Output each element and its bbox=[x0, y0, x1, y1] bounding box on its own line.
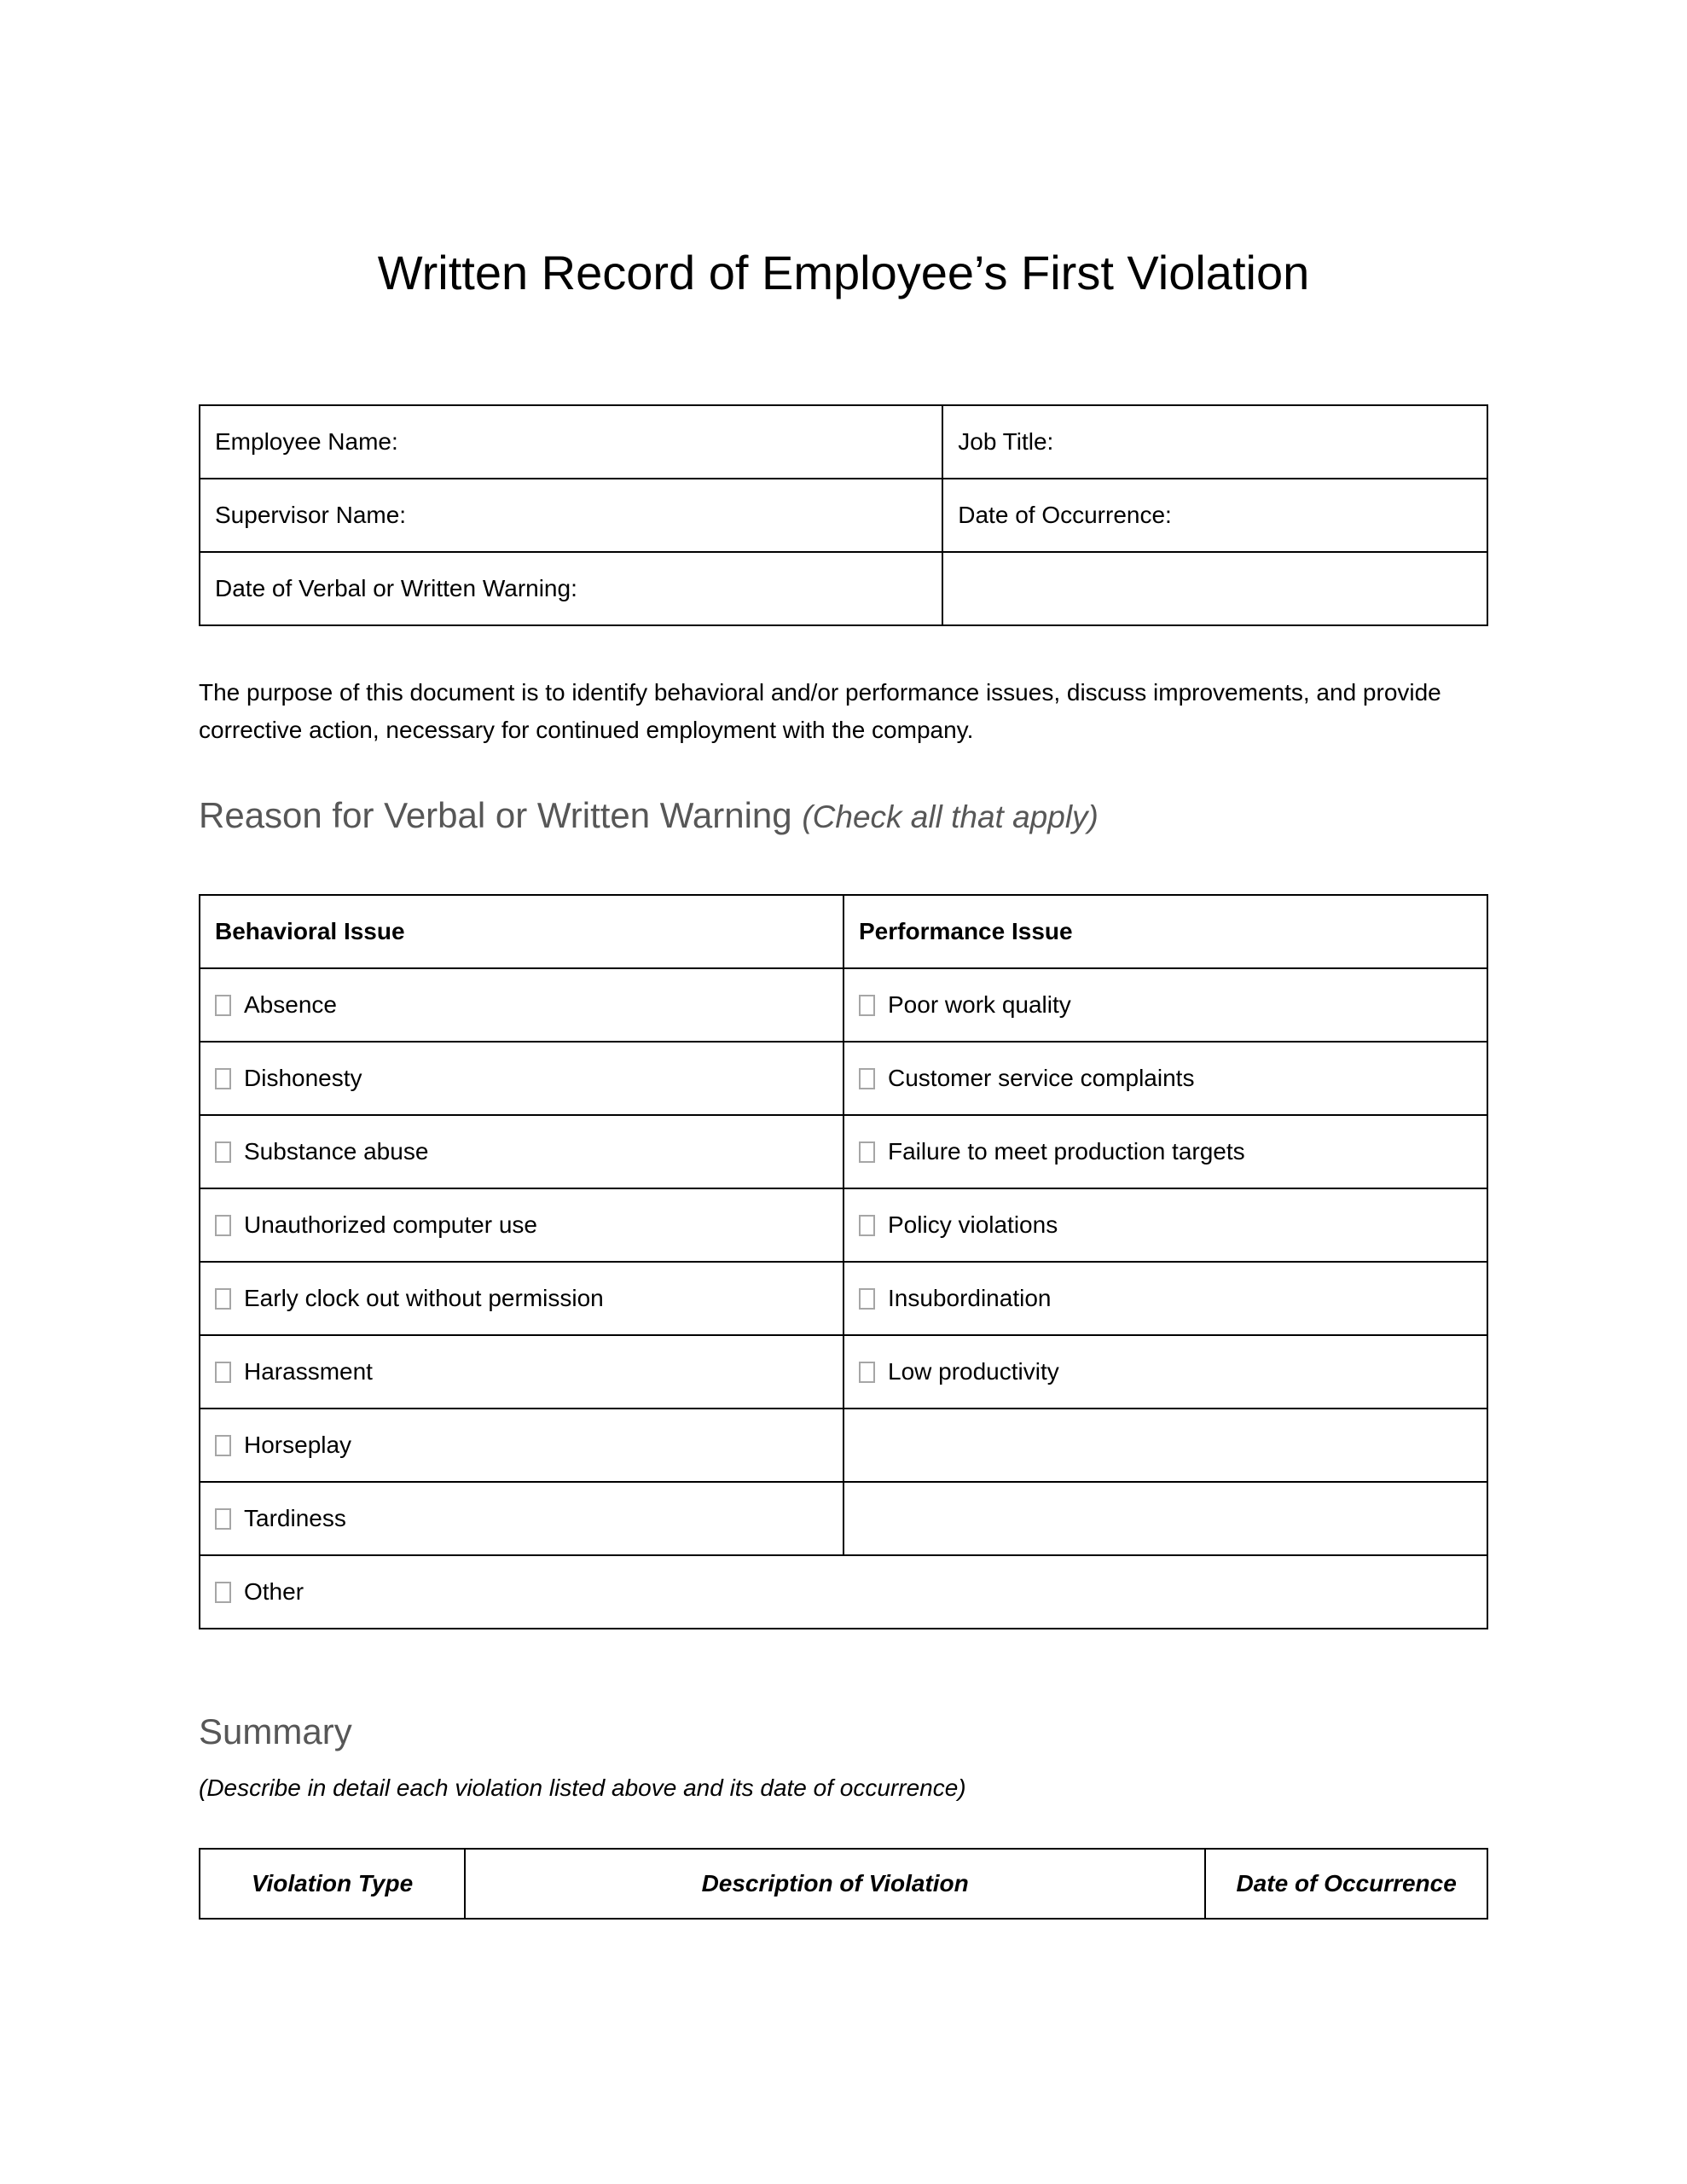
reason-section-heading bbox=[199, 793, 1488, 839]
label-dishonesty: Dishonesty bbox=[244, 1065, 362, 1092]
checkbox-substance-abuse-icon[interactable] bbox=[215, 1141, 231, 1163]
table-row bbox=[200, 405, 1487, 479]
purpose-paragraph: The purpose of this document is to identify behavioral and/or performance issues, discuss improvements, and provide corrective action, necessary for continued employment with the company. bbox=[199, 679, 1441, 744]
cell-poor-work-quality bbox=[844, 968, 1487, 1042]
table-row bbox=[200, 1555, 1487, 1629]
cell-failure-production-targets bbox=[844, 1115, 1487, 1188]
reason-heading-text: Reason for Verbal or Written Warning bbox=[199, 795, 792, 836]
cell-insubordination bbox=[844, 1262, 1487, 1335]
label-insubordination: Insubordination bbox=[888, 1285, 1052, 1312]
document-content bbox=[199, 0, 1488, 1920]
checkbox-dishonesty-icon[interactable] bbox=[215, 1068, 231, 1089]
label-tardiness: Tardiness bbox=[244, 1505, 346, 1532]
cell-other bbox=[200, 1555, 1487, 1629]
table-row bbox=[200, 1482, 1487, 1555]
checkbox-unauthorized-computer-use-icon[interactable] bbox=[215, 1215, 231, 1236]
employee-info-table bbox=[199, 404, 1488, 626]
label-low-productivity: Low productivity bbox=[888, 1358, 1059, 1385]
label-other: Other bbox=[244, 1578, 304, 1606]
date-of-occurrence-header: Date of Occurrence bbox=[1205, 1849, 1487, 1919]
cell-dishonesty bbox=[200, 1042, 844, 1115]
table-row bbox=[200, 1409, 1487, 1482]
summary-section-heading: Summary bbox=[199, 1711, 352, 1752]
cell-harassment bbox=[200, 1335, 844, 1409]
reason-heading-note: (Check all that apply) bbox=[802, 799, 1099, 835]
checkbox-other-icon[interactable] bbox=[215, 1582, 231, 1603]
job-title-field: Job Title: bbox=[942, 405, 1487, 479]
checkbox-horseplay-icon[interactable] bbox=[215, 1435, 231, 1456]
description-of-violation-header: Description of Violation bbox=[465, 1849, 1205, 1919]
table-header-row bbox=[200, 895, 1487, 968]
label-policy-violations: Policy violations bbox=[888, 1211, 1058, 1239]
checkbox-harassment-icon[interactable] bbox=[215, 1362, 231, 1383]
label-absence: Absence bbox=[244, 991, 337, 1019]
cell-customer-service-complaints bbox=[844, 1042, 1487, 1115]
checkbox-early-clock-out-icon[interactable] bbox=[215, 1288, 231, 1310]
checkbox-customer-service-complaints-icon[interactable] bbox=[859, 1068, 875, 1089]
label-unauthorized-computer-use: Unauthorized computer use bbox=[244, 1211, 537, 1239]
checkbox-failure-production-targets-icon[interactable] bbox=[859, 1141, 875, 1163]
checkbox-policy-violations-icon[interactable] bbox=[859, 1215, 875, 1236]
page-title: Written Record of Employee’s First Violation bbox=[377, 246, 1310, 299]
performance-issue-header: Performance Issue bbox=[844, 895, 1487, 968]
empty-cell bbox=[942, 552, 1487, 625]
date-of-warning-field: Date of Verbal or Written Warning: bbox=[200, 552, 942, 625]
table-row bbox=[200, 552, 1487, 625]
label-customer-service-complaints: Customer service complaints bbox=[888, 1065, 1195, 1092]
employee-name-field: Employee Name: bbox=[200, 405, 942, 479]
cell-substance-abuse bbox=[200, 1115, 844, 1188]
checkbox-poor-work-quality-icon[interactable] bbox=[859, 995, 875, 1016]
table-header-row bbox=[200, 1849, 1487, 1919]
date-of-occurrence-field: Date of Occurrence: bbox=[942, 479, 1487, 552]
label-substance-abuse: Substance abuse bbox=[244, 1138, 429, 1165]
supervisor-name-field: Supervisor Name: bbox=[200, 479, 942, 552]
table-row bbox=[200, 1262, 1487, 1335]
table-row bbox=[200, 1115, 1487, 1188]
label-poor-work-quality: Poor work quality bbox=[888, 991, 1071, 1019]
cell-low-productivity bbox=[844, 1335, 1487, 1409]
cell-horseplay bbox=[200, 1409, 844, 1482]
label-failure-production-targets: Failure to meet production targets bbox=[888, 1138, 1245, 1165]
cell-absence bbox=[200, 968, 844, 1042]
summary-note: (Describe in detail each violation listed above and its date of occurrence) bbox=[199, 1774, 966, 1802]
cell-early-clock-out bbox=[200, 1262, 844, 1335]
cell-tardiness bbox=[200, 1482, 844, 1555]
label-horseplay: Horseplay bbox=[244, 1432, 352, 1459]
table-row bbox=[200, 1042, 1487, 1115]
checkbox-absence-icon[interactable] bbox=[215, 995, 231, 1016]
label-harassment: Harassment bbox=[244, 1358, 373, 1385]
table-row bbox=[200, 968, 1487, 1042]
empty-cell bbox=[844, 1409, 1487, 1482]
behavioral-issue-header: Behavioral Issue bbox=[200, 895, 844, 968]
table-row bbox=[200, 1188, 1487, 1262]
table-row bbox=[200, 479, 1487, 552]
violation-type-header: Violation Type bbox=[200, 1849, 465, 1919]
cell-unauthorized-computer-use bbox=[200, 1188, 844, 1262]
checkbox-tardiness-icon[interactable] bbox=[215, 1508, 231, 1530]
reason-checkbox-table bbox=[199, 894, 1488, 1629]
cell-policy-violations bbox=[844, 1188, 1487, 1262]
table-row bbox=[200, 1335, 1487, 1409]
empty-cell bbox=[844, 1482, 1487, 1555]
label-early-clock-out: Early clock out without permission bbox=[244, 1285, 604, 1312]
checkbox-insubordination-icon[interactable] bbox=[859, 1288, 875, 1310]
violation-summary-table bbox=[199, 1848, 1488, 1920]
checkbox-low-productivity-icon[interactable] bbox=[859, 1362, 875, 1383]
